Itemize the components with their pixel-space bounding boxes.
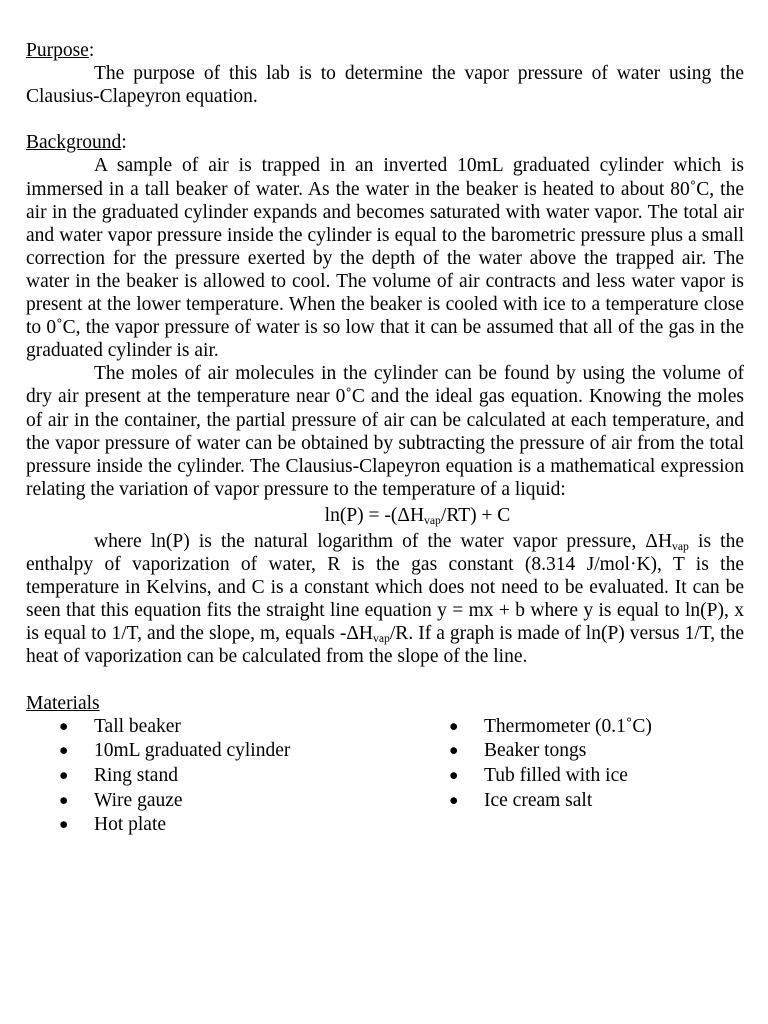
material-label: Tall beaker (94, 715, 181, 737)
materials-list-right (416, 715, 652, 838)
background-heading (26, 131, 744, 154)
equation-rhs: /RT) + C (440, 504, 511, 526)
para3-part-1: where ln(P) is the natural logarithm of the water vapor pressure, ΔH (94, 530, 673, 552)
material-item (26, 764, 416, 789)
material-item (26, 813, 416, 838)
material-label: Ring stand (94, 765, 178, 787)
materials-heading-label: Materials (26, 692, 100, 714)
bullet-icon: ● (59, 742, 69, 760)
purpose-heading-label: Purpose (26, 40, 89, 61)
material-label: Beaker tongs (484, 740, 587, 762)
bullet-icon: ● (449, 767, 459, 785)
equation-subscript: vap (424, 513, 441, 527)
background-paragraph-1: A sample of air is trapped in an inverted 10mL graduated cylinder which is immersed in a tall beaker of water. As the water in the beaker is heated to about 80˚C, the air in the graduated cylinder expands and becomes saturated with water vapor. The total air and water vapor pressure inside the cylinder is equal to the barometric pressure plus a small correction for the pressure exerted by the depth of the water above the trapped air. The water in the beaker is allowed to cool. The volume of air contracts and less water vapor is present at the lower temperature. When the beaker is cooled with ice to a temperature close to 0˚C, the vapor pressure of water is so low that it can be assumed that all of the gas in the graduated cylinder is air. (26, 155, 744, 362)
material-label: 10mL graduated cylinder (94, 740, 291, 762)
purpose-heading (26, 39, 744, 62)
material-label: Hot plate (94, 814, 167, 836)
background-heading-colon: : (121, 132, 127, 154)
bullet-icon: ● (449, 742, 459, 760)
material-label: Ice cream salt (484, 789, 593, 811)
material-item (26, 789, 416, 814)
background-heading-label: Background (26, 132, 122, 154)
materials-columns (26, 715, 744, 838)
material-item (416, 764, 652, 789)
background-paragraph-3 (26, 530, 744, 669)
para3-subscript-2: vap (373, 632, 390, 646)
material-label: Wire gauze (94, 789, 183, 811)
background-paragraph-2: The moles of air molecules in the cylinder can be found by using the volume of dry air present at the temperature near 0˚C and the ideal gas equation. Knowing the moles of air in the container, the partial pressure of air can be calculated at each temperature, and the vapor pressure of water can be obtained by subtracting the pressure of air from the total pressure inside the cylinder. The Clausius-Clapeyron equation is a mathematical expression relating the variation of vapor pressure to the temperature of a liquid: (26, 363, 744, 500)
para3-part-2: is the enthalpy of vaporization of water, R is the gas constant (8.314 J/mol·K), T is the temperature in Kelvins, and C is a constant which does not need to be evaluated. It can be seen that this equation fits the straight line equation y = mx + b where y is equal to ln(P), x is equal to 1/T, and the slope, m, equals -ΔH (26, 530, 744, 645)
material-item (26, 739, 416, 764)
bullet-icon: ● (449, 717, 459, 735)
purpose-heading-colon: : (88, 40, 95, 61)
clausius-clapeyron-equation (26, 504, 744, 527)
bullet-icon: ● (59, 767, 69, 785)
material-item (416, 715, 652, 740)
section-gap (26, 108, 744, 131)
material-label: Tub filled with ice (484, 765, 628, 787)
document-content (26, 39, 744, 838)
para3-part-3: /R. If a graph is made of ln(P) versus 1/T, the heat of vaporization can be calculated from the slope of the line. (26, 623, 744, 668)
bullet-icon: ● (449, 791, 459, 809)
material-item (416, 789, 652, 814)
materials-heading (26, 692, 744, 715)
materials-list-left (26, 715, 416, 838)
material-item (26, 715, 416, 740)
equation-lhs: ln(P) = -(ΔH (324, 504, 425, 526)
section-gap (26, 669, 744, 692)
bullet-icon: ● (59, 791, 69, 809)
para3-subscript-1: vap (672, 539, 689, 553)
bullet-icon: ● (59, 816, 69, 834)
material-item (416, 739, 652, 764)
purpose-text: The purpose of this lab is to determine the vapor pressure of water using the Clausius-Clapeyron equation. (26, 63, 744, 108)
bullet-icon: ● (59, 717, 69, 735)
material-label: Thermometer (0.1˚C) (484, 715, 652, 737)
